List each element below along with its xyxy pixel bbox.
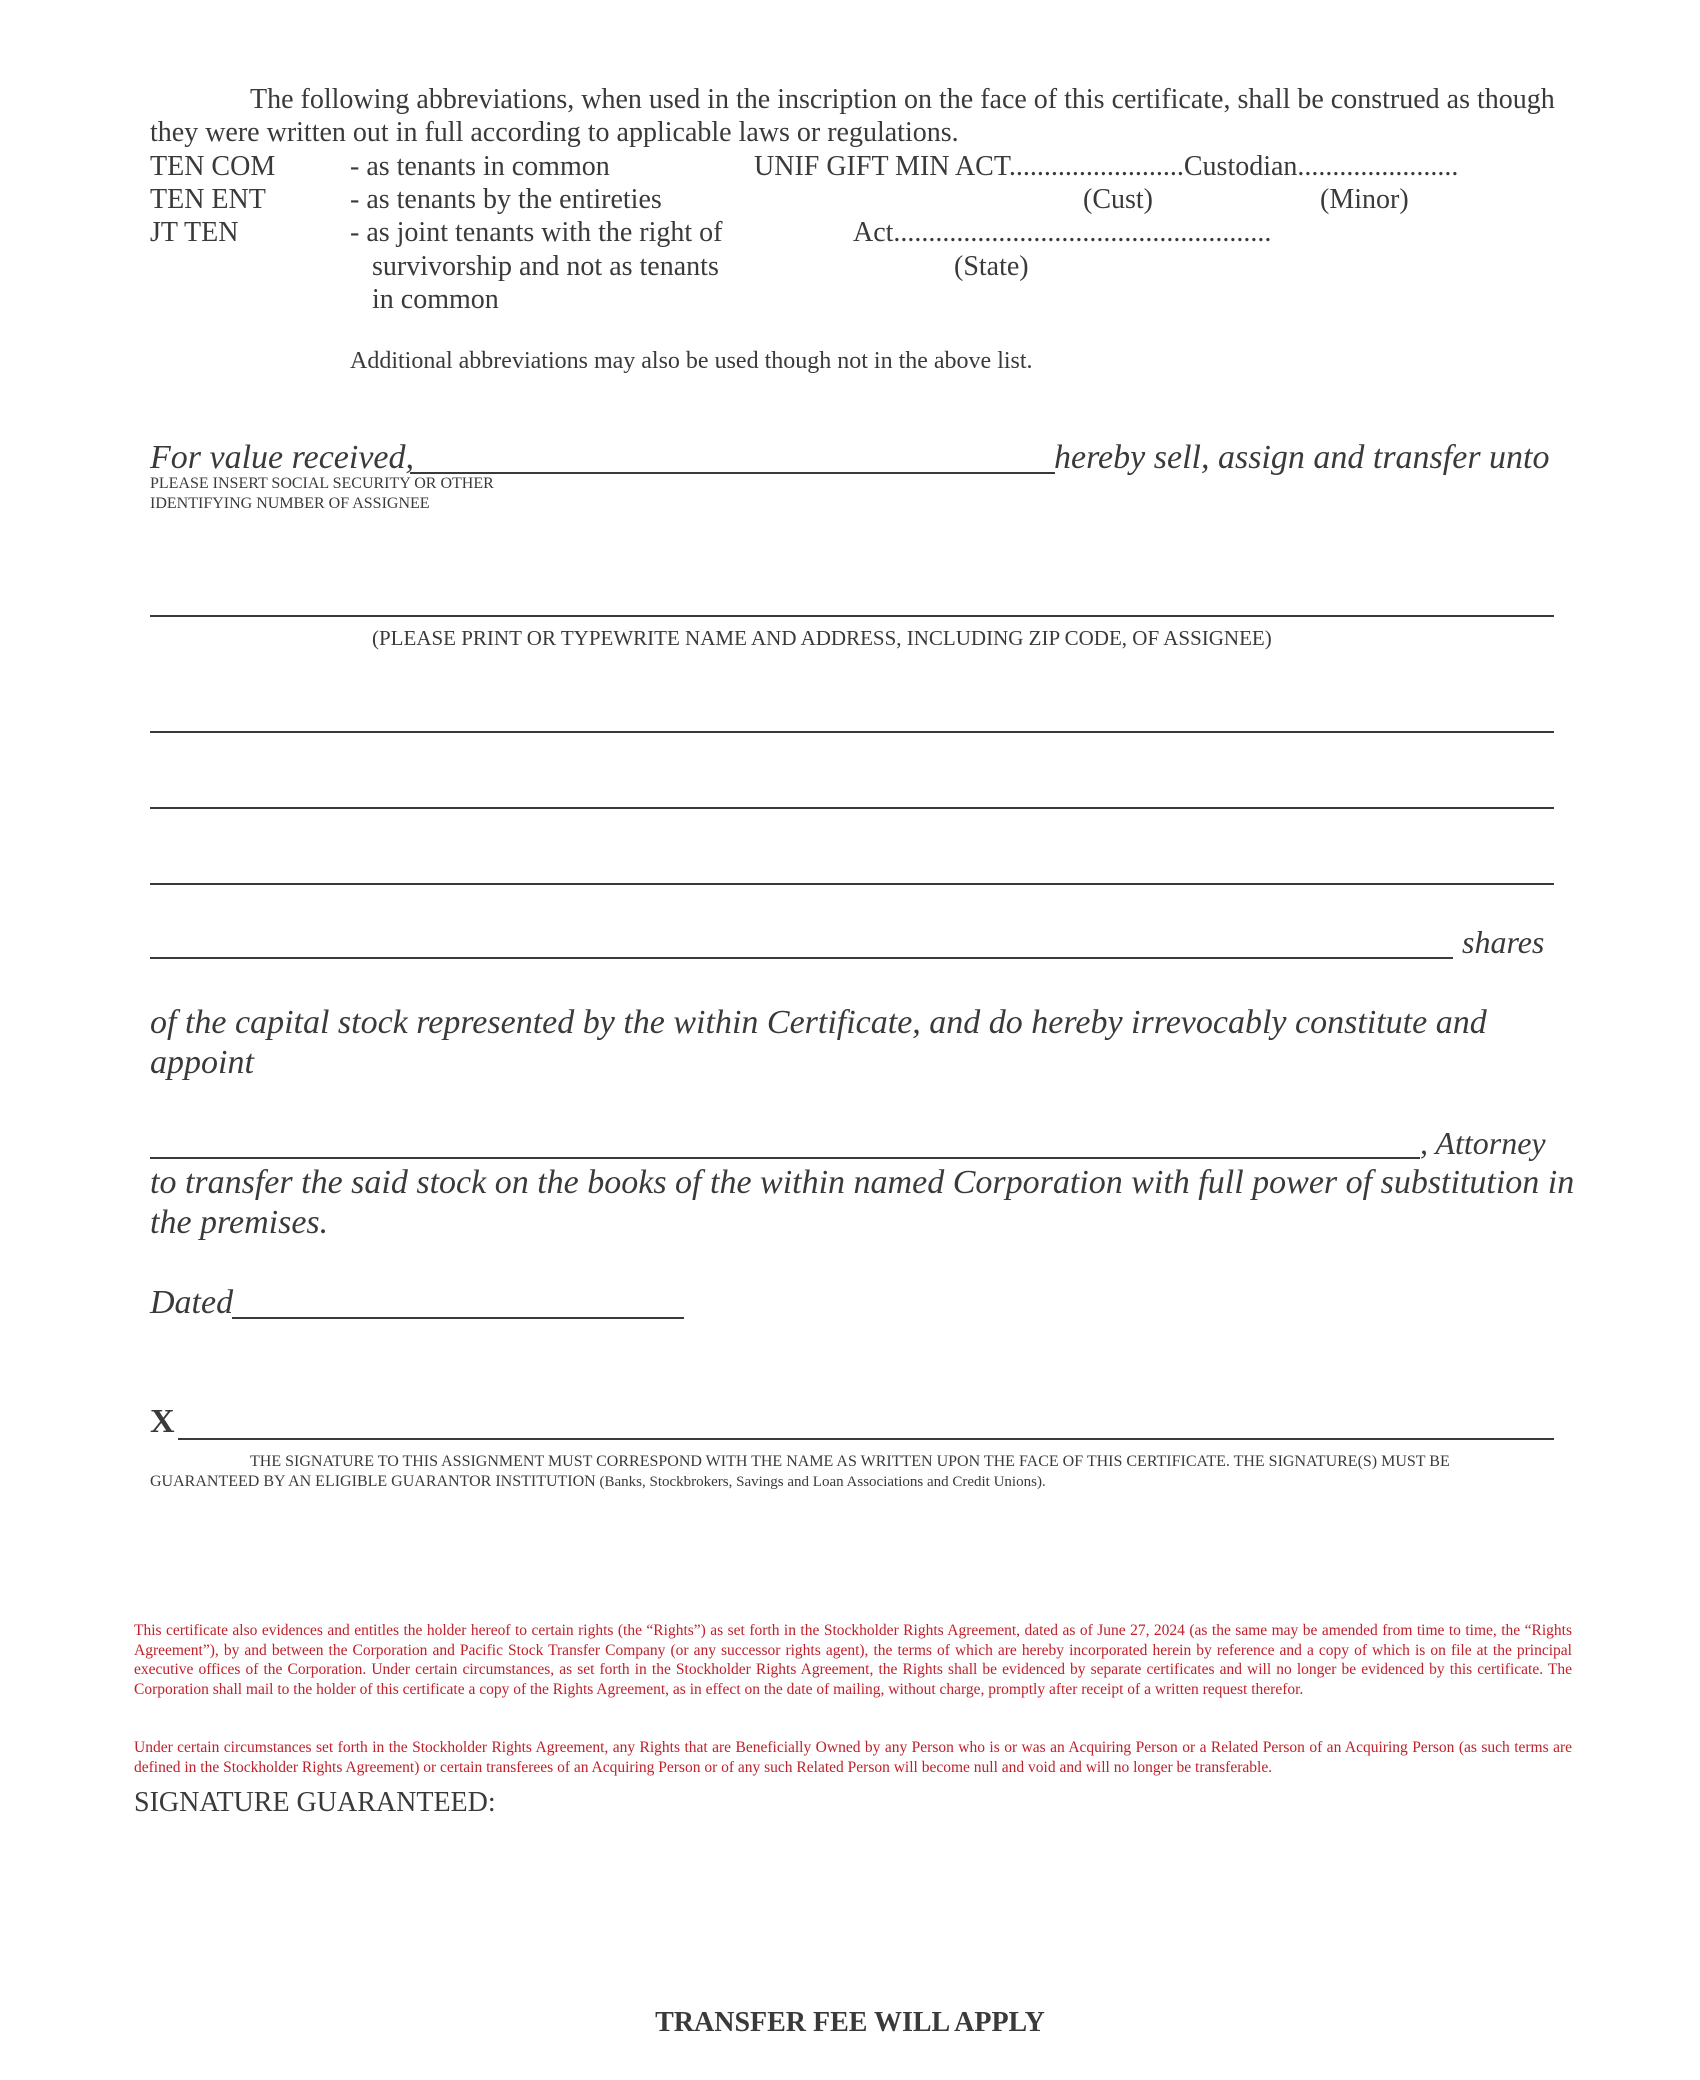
signature-note-caps: GUARANTEED BY AN ELIGIBLE GUARANTOR INSTITUTION	[150, 1473, 596, 1490]
signature-guaranteed-label: SIGNATURE GUARANTEED:	[134, 1787, 496, 1818]
signature-x-mark: X	[150, 1403, 175, 1440]
dated-label: Dated	[150, 1284, 234, 1321]
dated-line[interactable]	[232, 1317, 684, 1319]
transfer-authority-line-1: to transfer the said stock on the books of the within named Corporation with full power of substitution in	[150, 1164, 1575, 1201]
unif-act-line: Act......................................................	[853, 217, 1272, 248]
rights-legend-paragraph-1: This certificate also evidences and entitles the holder hereof to certain rights (the “Rights”) as set forth in the Stockholder Rights Agreement, dated as of June 27, 2024 (as the same may be amended from time to time, the “Rights Agreement”), by and between the Corporation and Pacific Stock Transfer Company (or any successor rights agent), the terms of which are hereby incorporated herein by reference and a copy of which is on file at the principal executive offices of the Corporation. Under certain circumstances, as set forth in the Stockholder Rights Agreement, the Rights shall be evidenced by separate certificates and will no longer be evidenced by this certificate. The Corporation shall mail to the holder of this certificate a copy of the Rights Agreement, as in effect on the date of mailing, without charge, promptly after receipt of a written request therefor.	[134, 1622, 1572, 1698]
hereby-sell-text: hereby sell, assign and transfer unto	[1054, 439, 1550, 476]
additional-abbreviations-note: Additional abbreviations may also be used though not in the above list.	[350, 348, 1033, 374]
abbr-meaning-ten-ent: - as tenants by the entireties	[350, 184, 662, 215]
ssn-label-2: IDENTIFYING NUMBER OF ASSIGNEE	[150, 495, 430, 512]
abbr-code-jt-ten: JT TEN	[150, 217, 239, 248]
ssn-label-1: PLEASE INSERT SOCIAL SECURITY OR OTHER	[150, 475, 494, 492]
unif-gift-line: UNIF GIFT MIN ACT.........................Custodian.......................	[754, 151, 1459, 182]
intro-line-1: The following abbreviations, when used in the inscription on the face of this certificate, shall be construed as though	[250, 84, 1555, 115]
abbr-meaning-jt-ten: - as joint tenants with the right of	[350, 217, 723, 248]
assignee-address-line-2[interactable]	[150, 807, 1554, 809]
rights-legend-paragraph-2: Under certain circumstances set forth in the Stockholder Rights Agreement, any Rights that are Beneficially Owned by any Person who is or was an Acquiring Person or a Related Person of an Acquiring Person (as such terms are defined in the Stockholder Rights Agreement) or certain transferees of an Acquiring Person or of any such Related Person will become null and void and will no longer be transferable.	[134, 1739, 1572, 1776]
unif-minor-label: (Minor)	[1320, 184, 1409, 215]
shares-count-line[interactable]	[150, 957, 1453, 959]
assignee-id-line[interactable]	[410, 472, 1055, 474]
attorney-label: , Attorney	[1420, 1125, 1546, 1161]
unif-cust-label: (Cust)	[1083, 184, 1153, 215]
transfer-authority-line-2: the premises.	[150, 1204, 329, 1241]
assignee-address-line-3[interactable]	[150, 883, 1554, 885]
capital-stock-line-2: appoint	[150, 1044, 254, 1081]
assignee-address-line-1[interactable]	[150, 731, 1554, 733]
transfer-fee-notice: TRANSFER FEE WILL APPLY	[655, 2007, 1045, 2038]
for-value-received: For value received,	[150, 439, 414, 476]
capital-stock-line-1: of the capital stock represented by the within Certificate, and do hereby irrevocably constitute and	[150, 1004, 1487, 1041]
unif-state-label: (State)	[954, 251, 1029, 282]
attorney-name-line[interactable]	[150, 1157, 1420, 1159]
abbr-meaning-ten-com: - as tenants in common	[350, 151, 610, 182]
abbr-meaning-jt-ten-cont2: in common	[372, 284, 499, 315]
intro-line-2: they were written out in full according to applicable laws or regulations.	[150, 117, 959, 148]
shares-label: shares	[1462, 924, 1545, 960]
abbr-code-ten-com: TEN COM	[150, 151, 276, 182]
abbr-meaning-jt-ten-cont1: survivorship and not as tenants	[372, 251, 719, 282]
assignee-name-caption: (PLEASE PRINT OR TYPEWRITE NAME AND ADDRESS, INCLUDING ZIP CODE, OF ASSIGNEE)	[372, 626, 1272, 650]
signature-note-rest: (Banks, Stockbrokers, Savings and Loan Associations and Credit Unions).	[595, 1474, 1046, 1490]
abbr-code-ten-ent: TEN ENT	[150, 184, 266, 215]
assignee-name-line[interactable]	[150, 615, 1554, 617]
signature-line[interactable]	[178, 1438, 1554, 1440]
signature-note-line-2	[150, 1472, 1046, 1492]
signature-note-line-1: THE SIGNATURE TO THIS ASSIGNMENT MUST CORRESPOND WITH THE NAME AS WRITTEN UPON THE FACE OF THIS CERTIFICATE. THE SIGNATURE(S) MUST BE	[250, 1453, 1450, 1470]
